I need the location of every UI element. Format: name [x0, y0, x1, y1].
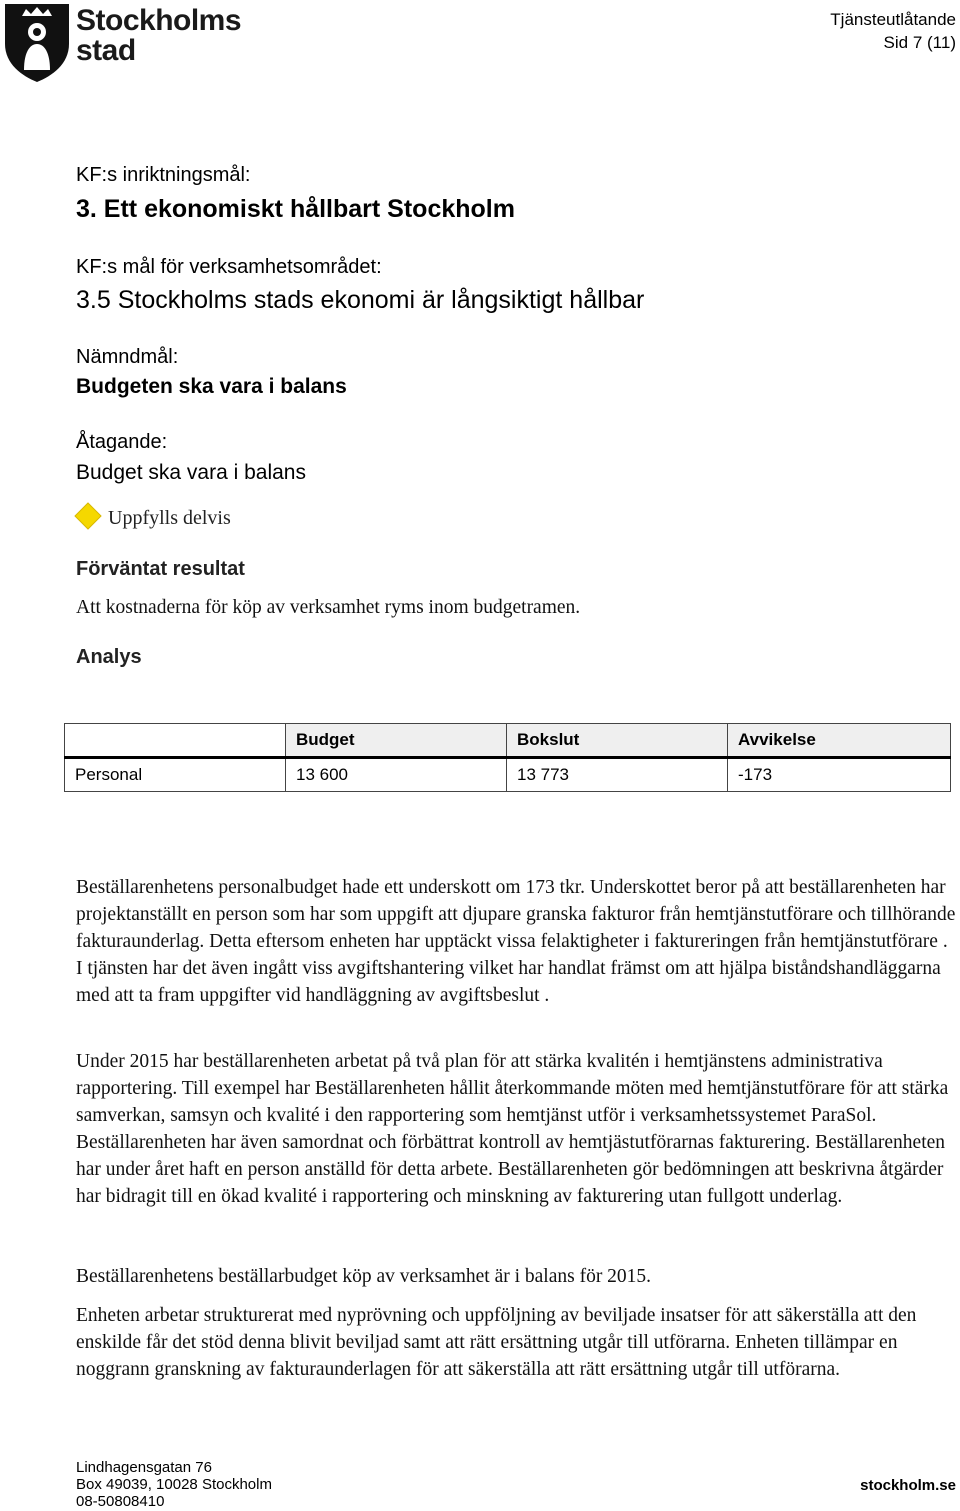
kf-goal-label: KF:s inriktningsmål:	[76, 164, 251, 186]
table-cell: 13 600	[286, 758, 507, 792]
table-header-row	[65, 724, 951, 758]
city-crest-icon	[2, 0, 72, 84]
table-cell: -173	[728, 758, 951, 792]
results-table	[64, 723, 951, 792]
paragraph: Beställarenhetens personalbudget hade ett underskott om 173 tkr. Underskottet beror på att beställarenheten har projektanställt en person som har som uppgift att djupare granska fakturor från hemtjänstutförare och tillhörande fakturaunderlag. Detta eftersom enheten har upptäckt vissa felaktigheter i faktureringen från hemtjänstutförare . I tjänsten har det även ingått viss avgiftshantering vilket har handlat främst om att hjälpa biståndshandläggarna med att ta fram uppgifter vid handläggning av avgiftsbeslut .	[76, 877, 956, 1006]
analysis-heading: Analys	[76, 646, 142, 668]
paragraph: Under 2015 har beställarenheten arbetat på två plan för att stärka kvalitén i hemtjänstens administrativa rapportering. Till exempel har Beställarenheten hållit återkommande möten med hemtjänstutförare för att stärka samverkan, samsyn och kvalité i den rapportering som hemtjänst utför i verksamhetssystemet ParaSol. Beställarenheten har även samordnat och förbättrat kontroll av hemtjästutförarnas fakturering. Beställarenheten har under året haft en person anställd för detta arbete. Beställarenheten gör bedömningen att beskrivna åtgärder har bidragit till en ökad kvalité i rapportering och minskning av fakturering utan fullgott underlag.	[76, 1051, 949, 1207]
table-header-cell: Budget	[286, 724, 507, 758]
table-row	[65, 758, 951, 792]
expected-heading: Förväntat resultat	[76, 558, 245, 580]
commitment-label: Åtagande:	[76, 431, 168, 453]
commitment: Budget ska vara i balans	[76, 461, 306, 484]
footer-address-line1: Lindhagensgatan 76	[76, 1459, 212, 1476]
table-header-cell: Avvikelse	[728, 724, 951, 758]
footer-phone: 08-50808410	[76, 1493, 165, 1510]
kf-area: 3.5 Stockholms stads ekonomi är långsiktigt hållbar	[76, 286, 645, 314]
document-type: Tjänsteutlåtande	[830, 10, 956, 29]
page-number: Sid 7 (11)	[883, 33, 956, 52]
table-cell: 13 773	[507, 758, 728, 792]
board-goal: Budgeten ska vara i balans	[76, 375, 347, 398]
yellow-diamond-icon	[74, 502, 102, 530]
footer-website-link[interactable]: stockholm.se	[860, 1477, 956, 1494]
table-header-cell	[65, 724, 286, 758]
footer-address-line2: Box 49039, 10028 Stockholm	[76, 1476, 272, 1493]
stockholms-stad-logo	[0, 0, 260, 90]
table-cell: Personal	[65, 758, 286, 792]
kf-goal: 3. Ett ekonomiskt hållbart Stockholm	[76, 195, 515, 223]
table-header-cell: Bokslut	[507, 724, 728, 758]
paragraph: Enheten arbetar strukturerat med nyprövning och uppföljning av beviljade insatser för att säkerställa att den enskilde får det stöd denna blivit beviljad samt att rätt ersättning utgår till utförarna. Enheten tillämpar en noggrann granskning av fakturaunderlagen för att säkerställa att rätt ersättning utgår till utförarna.	[76, 1305, 917, 1380]
expected-text: Att kostnaderna för köp av verksamhet ryms inom budgetramen.	[76, 597, 581, 618]
logo-text-line1: Stockholms	[76, 4, 242, 37]
board-goal-label: Nämndmål:	[76, 346, 179, 368]
logo-wordmark	[76, 6, 241, 66]
footer-address	[76, 1459, 272, 1510]
status-text: Uppfylls delvis	[108, 507, 231, 529]
document-header	[830, 8, 956, 54]
kf-area-label: KF:s mål för verksamhetsområdet:	[76, 256, 382, 278]
paragraph: Beställarenhetens beställarbudget köp av verksamhet är i balans för 2015.	[76, 1266, 652, 1287]
logo-text-line2: stad	[76, 34, 136, 67]
